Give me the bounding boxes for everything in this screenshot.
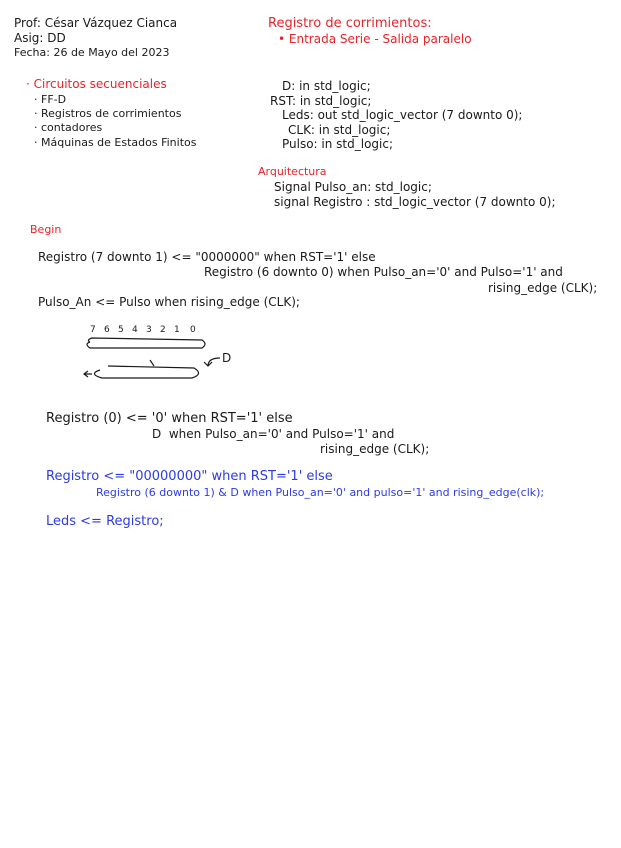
port-clk: CLK: in std_logic;	[288, 123, 391, 137]
bit-label: 6	[104, 325, 110, 335]
bit-label: 7	[90, 325, 96, 335]
code1-line3: rising_edge (CLK);	[488, 281, 598, 295]
shift-mark	[150, 360, 154, 366]
page-title: Registro de corrimientos:	[268, 16, 432, 31]
port-pulso: Pulso: in std_logic;	[282, 137, 394, 151]
bit-label: 5	[118, 325, 124, 335]
bit-label: 4	[132, 325, 138, 335]
begin-label: Begin	[30, 223, 62, 236]
course: Asig: DD	[14, 31, 66, 45]
topic-item: · FF-D	[34, 93, 67, 106]
code3-line2: D when Pulso_an='0' and Pulso='1' and	[152, 427, 395, 441]
register-upper-shape	[87, 338, 205, 348]
code4-line1: Registro <= "00000000" when RST='1' else	[46, 469, 333, 484]
bit-label: 1	[174, 325, 180, 335]
code4-line2: Registro (6 downto 1) & D when Pulso_an='0' and pulso='1' and rising_edge(clk);	[96, 486, 545, 499]
shift-arrow	[84, 371, 92, 377]
topics-heading: · Circuitos secuenciales	[26, 77, 167, 91]
topic-item: · Registros de corrimientos	[34, 107, 182, 120]
prof-name: Prof: César Vázquez Cianca	[14, 16, 178, 30]
topic-item: · contadores	[34, 121, 103, 134]
port-d: D: in std_logic;	[282, 79, 371, 93]
d-input-label: D	[222, 351, 232, 365]
code2-line: Pulso_An <= Pulso when rising_edge (CLK);	[38, 295, 300, 309]
bit-label: 2	[160, 325, 166, 335]
bit-label: 0	[190, 325, 196, 335]
architecture-heading: Arquitectura	[258, 165, 327, 178]
date: Fecha: 26 de Mayo del 2023	[14, 46, 170, 59]
page-subtitle: • Entrada Serie - Salida paralelo	[278, 32, 472, 46]
code3-line1: Registro (0) <= '0' when RST='1' else	[46, 411, 293, 426]
code1-line1: Registro (7 downto 1) <= "0000000" when RST='1' else	[38, 250, 376, 264]
d-input-arrow	[204, 358, 220, 366]
signal-registro: signal Registro : std_logic_vector (7 downto 0);	[274, 195, 556, 209]
bit-label: 3	[146, 325, 152, 335]
shift-register-diagram	[80, 322, 240, 386]
topic-item: · Máquinas de Estados Finitos	[34, 136, 197, 149]
register-lower-shape	[94, 366, 198, 378]
port-leds: Leds: out std_logic_vector (7 downto 0);	[282, 108, 523, 122]
code5-line: Leds <= Registro;	[46, 514, 164, 529]
code1-line2: Registro (6 downto 0) when Pulso_an='0' and Pulso='1' and	[204, 265, 563, 279]
signal-pulso-an: Signal Pulso_an: std_logic;	[274, 180, 432, 194]
port-rst: RST: in std_logic;	[270, 94, 372, 108]
code3-line3: rising_edge (CLK);	[320, 442, 430, 456]
